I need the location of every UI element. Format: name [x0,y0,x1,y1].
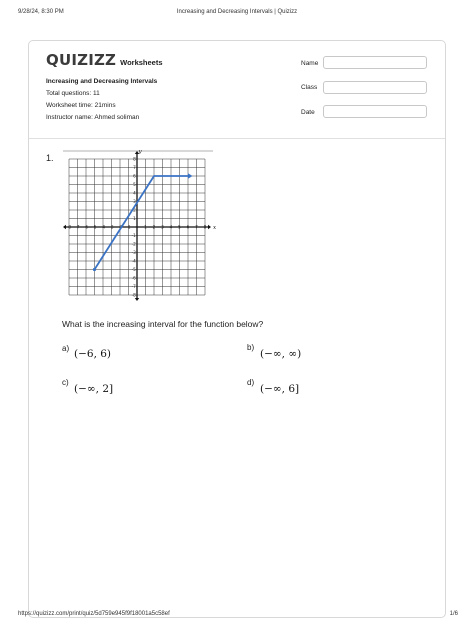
x-axis-label: x [213,225,217,231]
worksheet-time: Worksheet time: 21mins [46,102,116,109]
y-tick-label: -4 [131,258,136,264]
y-axis-label: y [138,149,142,155]
y-tick-label: -3 [131,250,136,255]
function-polyline [95,173,189,270]
y-tick-label: 3 [133,199,136,204]
y-tick-label: 6 [133,173,136,179]
logo-subtitle: Worksheets [120,58,163,67]
y-tick-label: 4 [133,190,136,196]
class-field[interactable] [323,81,427,94]
option-c-value[interactable]: (−∞, 2] [74,383,114,395]
x-tick-label: -8 [66,224,72,230]
date-label: Date [301,109,315,116]
line-arrowhead [188,173,193,179]
total-questions: Total questions: 11 [46,90,100,97]
option-b-value[interactable]: (−∞, ∞) [260,348,302,360]
y-tick-label: 2 [133,207,136,213]
option-d-letter[interactable]: d) [247,378,255,387]
print-page-title: Increasing and Decreasing Intervals | Quizizz [176,9,298,15]
x-tick-label: -5 [92,224,97,230]
header-divider [29,138,445,139]
x-tick-label: 8 [203,224,207,230]
class-label: Class [301,84,318,91]
y-tick-label: -2 [131,241,136,247]
y-tick-label: 8 [133,156,136,162]
question-number: 1. [46,153,54,163]
y-tick-label: 7 [133,165,136,170]
question-prompt: What is the increasing interval for the function below? [62,319,264,329]
x-tick-label: 3 [161,224,164,230]
x-tick-label: 5 [178,224,181,230]
x-tick-label: -6 [83,224,89,230]
option-c-letter[interactable]: c) [62,378,69,387]
option-a-letter[interactable]: a) [62,344,70,353]
worksheet-title: Increasing and Decreasing Intervals [46,78,158,85]
name-field[interactable] [323,56,427,69]
x-tick-label: -3 [109,224,114,230]
x-tick-label: -7 [75,224,80,230]
print-url: https://quizizz.com/print/quiz/5d759e945f9f18001a5c58ef [18,611,170,617]
instructor-name: Instructor name: Ahmed soliman [46,114,140,121]
y-tick-label: 5 [133,182,136,187]
x-axis-arrow [208,225,211,229]
y-tick-label: 1 [133,216,136,221]
y-tick-label: -8 [131,292,136,298]
option-b-letter[interactable]: b) [247,343,255,352]
x-tick-label: 2 [152,224,156,230]
y-tick-label: -7 [131,284,136,289]
x-tick-label: -2 [117,224,123,230]
print-datetime: 9/28/24, 8:30 PM [18,9,64,15]
x-axis-arrow-left [63,225,66,229]
date-field[interactable] [323,105,427,118]
graph-function-line [93,173,193,271]
x-tick-label: 4 [169,224,173,230]
y-tick-label: -5 [131,267,136,272]
option-a-value[interactable]: (−6, 6) [74,348,112,360]
quizizz-logo [46,53,163,68]
print-page-number: 1/6 [449,611,458,617]
y-tick-label: -1 [131,233,136,238]
y-tick-label: -6 [131,275,136,281]
option-d-value[interactable]: (−∞, 6] [260,383,300,395]
start-point [93,268,96,271]
y-axis-arrow-bottom [135,298,139,301]
x-tick-label: 7 [195,224,198,230]
x-tick-label: 6 [186,224,190,230]
function-graph [63,149,217,307]
logo-wordmark: QUIZIZZ [46,51,117,69]
x-tick-label: 1 [144,224,147,230]
x-tick-label: -1 [126,224,131,230]
x-tick-label: -4 [100,224,106,230]
name-label: Name [301,60,319,67]
worksheet-card [28,40,446,618]
